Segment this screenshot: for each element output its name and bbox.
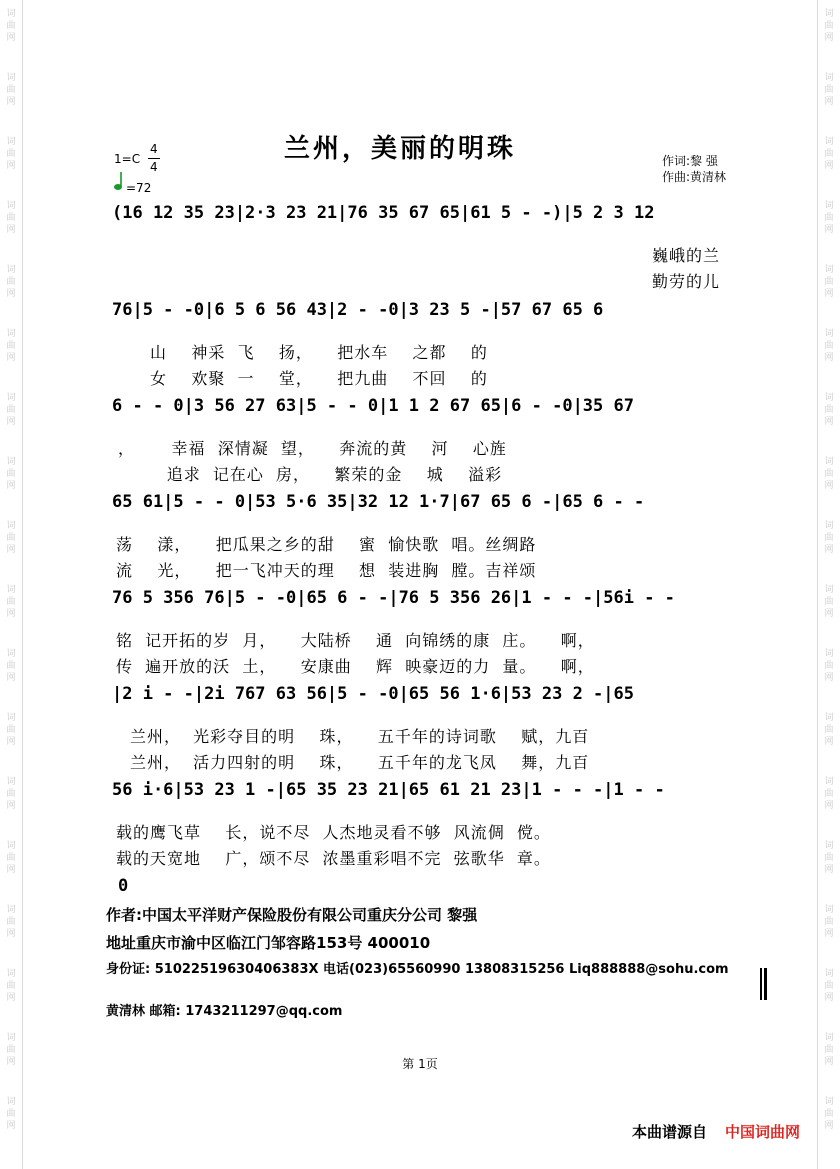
- watermark-text: 词 曲 网: [824, 969, 834, 1003]
- score-row-8: 0: [118, 876, 129, 896]
- watermark-text: 词 曲 网: [6, 841, 16, 875]
- watermark-text: 词 曲 网: [824, 201, 834, 235]
- watermark-text: 词 曲 网: [6, 1033, 16, 1067]
- watermark-text: 词 曲 网: [824, 649, 834, 683]
- right-margin-line: [817, 0, 818, 1169]
- lyric-row-4-verse-2: 流 光， 把一飞冲天的理 想 装进胸 膛。吉祥颂: [116, 561, 537, 580]
- final-barline-thin: [760, 968, 762, 1000]
- watermark-text: 词 曲 网: [6, 393, 16, 427]
- lyricist: 作词:黎 强: [662, 154, 718, 168]
- watermark-text: 词 曲 网: [824, 457, 834, 491]
- lyric-row-6-verse-1: 兰州， 光彩夺目的明 珠， 五千年的诗词歌 赋，九百: [130, 727, 590, 746]
- watermark-text: 词 曲 网: [824, 265, 834, 299]
- page-number: 第 1页: [402, 1057, 438, 1071]
- song-title: 兰州，美丽的明珠: [283, 134, 516, 164]
- lyric-row-2-verse-1: 山 神采 飞 扬， 把水车 之都 的: [150, 343, 488, 362]
- watermark-text: 词 曲 网: [824, 1097, 834, 1131]
- lyric-row-5-verse-1: 铭 记开拓的岁 月， 大陆桥 通 向锦绣的康 庄。 啊，: [116, 631, 595, 650]
- watermark-text: 词 曲 网: [6, 649, 16, 683]
- watermark-text: 词 曲 网: [6, 457, 16, 491]
- score-row-3: 6 - - 0|3 56 27 63|5 - - 0|1 1 2 67 65|6 - -0|35 67: [112, 396, 634, 416]
- watermark-text: 词 曲 网: [824, 521, 834, 555]
- score-row-2: 76|5 - -0|6 5 6 56 43|2 - -0|3 23 5 -|57 67 65 6: [112, 300, 604, 320]
- source-brand-link[interactable]: 中国词曲网: [724, 1123, 800, 1141]
- lyric-row-4-verse-1: 荡 漾， 把瓜果之乡的甜 蜜 愉快歌 唱。丝绸路: [116, 535, 537, 554]
- watermark-text: 词 曲 网: [6, 73, 16, 107]
- watermark-text: 词 曲 网: [6, 969, 16, 1003]
- source-credit: [632, 1121, 800, 1142]
- watermark-text: 词 曲 网: [824, 1033, 834, 1067]
- watermark-text: 词 曲 网: [6, 1097, 16, 1131]
- watermark-text: 词 曲 网: [824, 73, 834, 107]
- final-barline-thick: [764, 968, 767, 1000]
- score-row-1: (16 12 35 23|2·3 23 21|76 35 67 65|61 5 - -)|5 2 3 12: [112, 203, 655, 223]
- lyric-row-1-verse-2: 勤劳的儿: [652, 272, 721, 291]
- time-signature-divider: [148, 158, 160, 159]
- watermark-text: 词 曲 网: [6, 777, 16, 811]
- watermark-text: 词 曲 网: [824, 393, 834, 427]
- quarter-note-icon: [113, 170, 125, 192]
- watermark-text: 词 曲 网: [6, 329, 16, 363]
- lyric-row-7-verse-2: 载的天宽地 广，颂不尽 浓墨重彩唱不完 弦歌华 章。: [116, 849, 551, 868]
- lyric-row-6-verse-2: 兰州， 活力四射的明 珠， 五千年的龙飞凤 舞，九百: [130, 753, 590, 772]
- lyric-row-3-verse-2: 追求 记在心 房， 繁荣的金 城 溢彩: [118, 465, 503, 484]
- composer: 作曲:黄清林: [662, 170, 727, 184]
- watermark-text: 词 曲 网: [6, 265, 16, 299]
- watermark-text: 词 曲 网: [6, 585, 16, 619]
- lyric-row-1-verse-1: 巍峨的兰: [652, 246, 721, 265]
- watermark-text: 词 曲 网: [824, 329, 834, 363]
- watermark-text: 词 曲 网: [824, 137, 834, 171]
- watermark-text: 词 曲 网: [824, 9, 834, 43]
- time-signature-top: 4: [150, 142, 158, 156]
- watermark-text: 词 曲 网: [824, 713, 834, 747]
- lyric-row-3-verse-1: ， 幸福 深情凝 望， 奔流的黄 河 心旌: [118, 439, 507, 458]
- key-signature: 1=C: [114, 152, 141, 166]
- watermark-text: 词 曲 网: [824, 905, 834, 939]
- score-row-5: 76 5 356 76|5 - -0|65 6 - -|76 5 356 26|1 - - -|56i - -: [112, 588, 675, 608]
- score-row-4: 65 61|5 - - 0|53 5·6 35|32 12 1·7|67 65 6 -|65 6 - -: [112, 492, 645, 512]
- watermark-text: 词 曲 网: [6, 137, 16, 171]
- source-label: 本曲谱源自: [631, 1123, 707, 1141]
- lyric-row-2-verse-2: 女 欢聚 一 堂， 把九曲 不回 的: [150, 369, 488, 388]
- email-line: 黄清林 邮箱: 1743211297@qq.com: [106, 1004, 343, 1019]
- contact-line: 身份证: 51022519630406383X 电话(023)65560990 13808315256 Liq888888@sohu.com: [106, 962, 729, 977]
- watermark-text: 词 曲 网: [6, 9, 16, 43]
- watermark-text: 词 曲 网: [6, 905, 16, 939]
- score-row-6: |2 i - -|2i 767 63 56|5 - -0|65 56 1·6|53 23 2 -|65: [112, 684, 634, 704]
- lyric-row-5-verse-2: 传 遍开放的沃 土， 安康曲 辉 映豪迈的力 量。 啊，: [116, 657, 595, 676]
- tempo-marking: =72: [126, 181, 152, 195]
- watermark-text: 词 曲 网: [824, 585, 834, 619]
- author-line: 作者:中国太平洋财产保险股份有限公司重庆分公司 黎强: [106, 906, 478, 924]
- watermark-text: 词 曲 网: [6, 521, 16, 555]
- left-margin-line: [22, 0, 23, 1169]
- watermark-text: 词 曲 网: [6, 713, 16, 747]
- address-line: 地址重庆市渝中区临江门邹容路153号 400010: [106, 934, 431, 952]
- time-signature-bottom: 4: [150, 160, 158, 174]
- watermark-text: 词 曲 网: [6, 201, 16, 235]
- watermark-text: 词 曲 网: [824, 777, 834, 811]
- score-row-7: 56 i·6|53 23 1 -|65 35 23 21|65 61 21 23|1 - - -|1 - -: [112, 780, 665, 800]
- lyric-row-7-verse-1: 载的鹰飞草 长，说不尽 人杰地灵看不够 风流倜 傥。: [116, 823, 551, 842]
- watermark-text: 词 曲 网: [824, 841, 834, 875]
